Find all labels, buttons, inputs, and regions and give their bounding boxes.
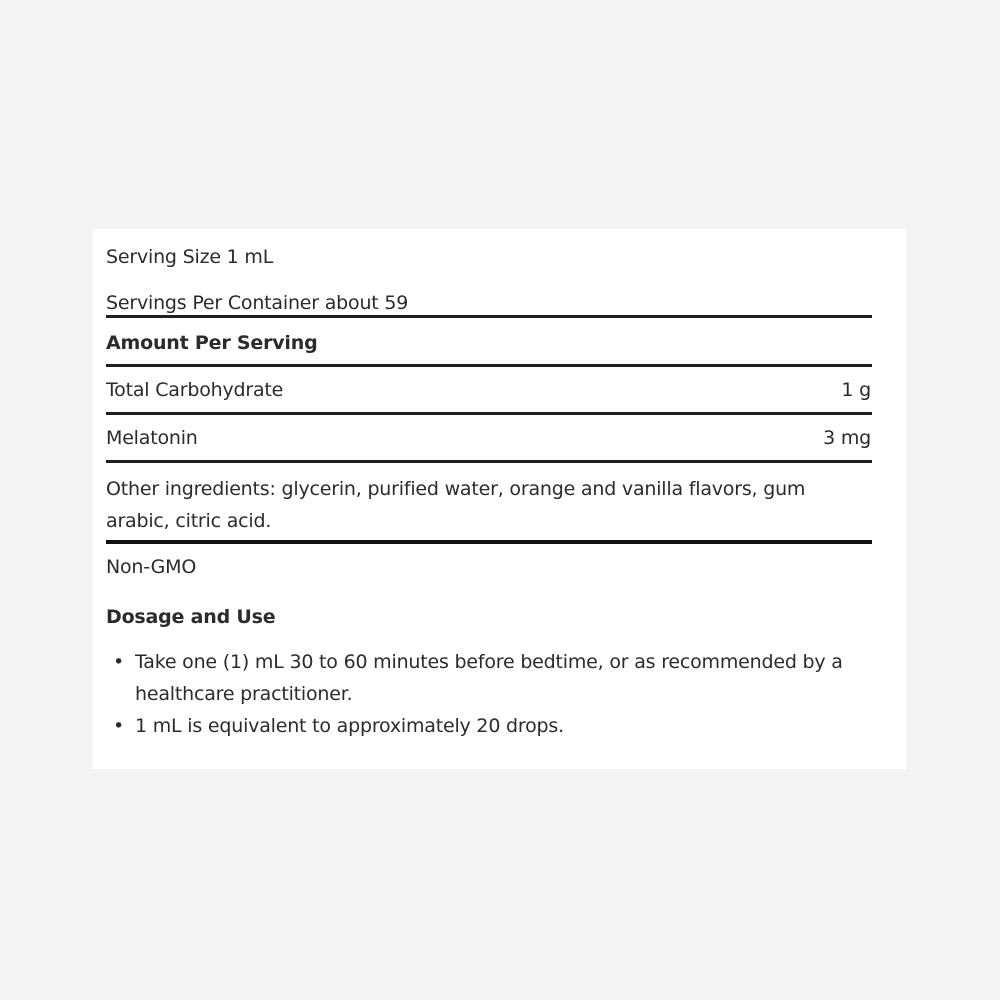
amount-per-serving-header: Amount Per Serving [106,332,318,354]
list-item [106,646,872,710]
bullet-icon: • [113,715,125,737]
nutrient-name: Melatonin [106,427,198,449]
list-item [106,710,872,742]
nutrient-row-total-carbohydrate [106,367,872,412]
serving-size: Serving Size 1 mL [106,246,274,268]
supplement-facts-panel [93,229,906,769]
non-gmo-statement: Non-GMO [106,556,197,578]
nutrient-row-melatonin [106,415,872,460]
supplement-facts-content [106,229,872,742]
dosage-item-text: 1 mL is equivalent to approximately 20 drops. [135,715,564,737]
dosage-item-text: Take one (1) mL 30 to 60 minutes before bedtime, or as recommended by a healthcare practitioner. [135,651,843,705]
nutrient-name: Total Carbohydrate [106,379,284,401]
nutrient-amount: 3 mg [823,427,871,449]
nutrient-amount: 1 g [841,379,871,401]
bullet-icon: • [113,651,125,673]
servings-per-container: Servings Per Container about 59 [106,292,409,314]
dosage-list [106,634,872,742]
other-ingredients: Other ingredients: glycerin, purified water, orange and vanilla flavors, gum arabic, citric acid. [106,478,806,532]
dosage-title: Dosage and Use [106,606,276,628]
